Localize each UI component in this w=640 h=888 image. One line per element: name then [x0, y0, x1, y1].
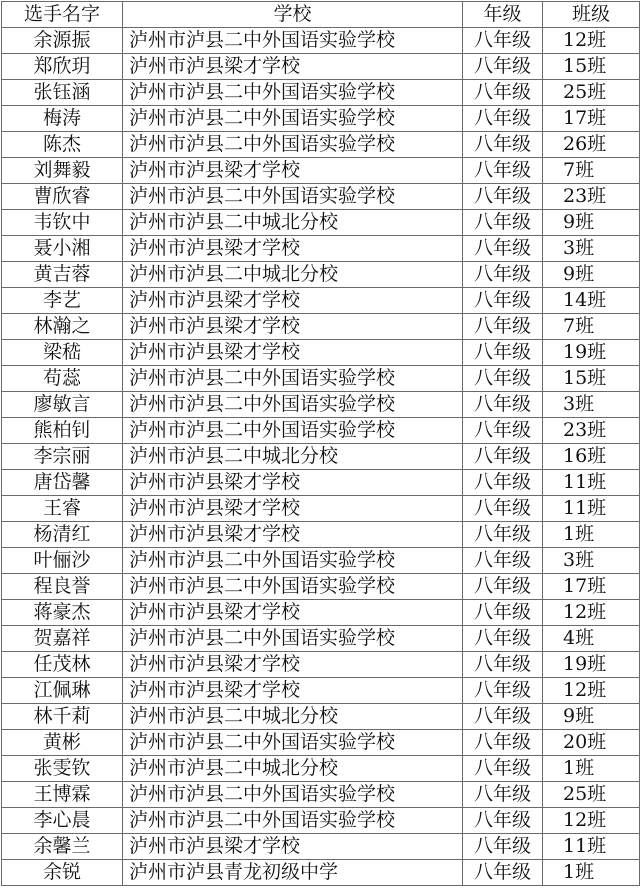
cell-class[interactable]: 7班	[543, 158, 640, 184]
cell-school[interactable]: 泸州市泸县梁才学校	[123, 470, 463, 496]
cell-school[interactable]: 泸州市泸县梁才学校	[123, 678, 463, 704]
cell-name[interactable]: 黄彬	[2, 730, 123, 756]
cell-class[interactable]: 1班	[543, 756, 640, 782]
cell-grade[interactable]: 八年级	[463, 626, 543, 652]
cell-grade[interactable]: 八年级	[463, 600, 543, 626]
cell-class[interactable]: 16班	[543, 444, 640, 470]
cell-grade[interactable]: 八年级	[463, 860, 543, 886]
cell-grade[interactable]: 八年级	[463, 522, 543, 548]
cell-class[interactable]: 11班	[543, 496, 640, 522]
table-row	[2, 470, 640, 496]
cell-class[interactable]: 1班	[543, 522, 640, 548]
cell-grade[interactable]: 八年级	[463, 340, 543, 366]
cell-class[interactable]: 14班	[543, 288, 640, 314]
cell-class[interactable]: 20班	[543, 730, 640, 756]
cell-name[interactable]: 聂小湘	[2, 236, 123, 262]
cell-name[interactable]: 郑欣玥	[2, 54, 123, 80]
cell-class[interactable]: 23班	[543, 184, 640, 210]
table-row	[2, 262, 640, 288]
header-name[interactable]: 选手名字	[2, 2, 123, 28]
cell-name[interactable]: 蒋豪杰	[2, 600, 123, 626]
cell-school[interactable]: 泸州市泸县二中外国语实验学校	[123, 28, 463, 54]
cell-grade[interactable]: 八年级	[463, 756, 543, 782]
cell-name[interactable]: 熊柏钊	[2, 418, 123, 444]
cell-class[interactable]: 12班	[543, 28, 640, 54]
table-row	[2, 704, 640, 730]
contestant-table	[1, 1, 640, 886]
table-row	[2, 756, 640, 782]
cell-school[interactable]: 泸州市泸县二中外国语实验学校	[123, 184, 463, 210]
cell-grade[interactable]: 八年级	[463, 574, 543, 600]
cell-name[interactable]: 苟蕊	[2, 366, 123, 392]
cell-school[interactable]: 泸州市泸县二中外国语实验学校	[123, 132, 463, 158]
cell-school[interactable]: 泸州市泸县梁才学校	[123, 314, 463, 340]
table-row	[2, 574, 640, 600]
cell-name[interactable]: 王博霖	[2, 782, 123, 808]
cell-class[interactable]: 19班	[543, 340, 640, 366]
table-row	[2, 522, 640, 548]
cell-grade[interactable]: 八年级	[463, 782, 543, 808]
cell-school[interactable]: 泸州市泸县梁才学校	[123, 158, 463, 184]
table-row	[2, 288, 640, 314]
table-row	[2, 600, 640, 626]
cell-name[interactable]: 贺嘉祥	[2, 626, 123, 652]
cell-class[interactable]: 3班	[543, 236, 640, 262]
cell-class[interactable]: 11班	[543, 470, 640, 496]
cell-school[interactable]: 泸州市泸县梁才学校	[123, 54, 463, 80]
header-school[interactable]: 学校	[123, 2, 463, 28]
table-row	[2, 626, 640, 652]
cell-class[interactable]: 9班	[543, 210, 640, 236]
cell-school[interactable]: 泸州市泸县二中城北分校	[123, 262, 463, 288]
table-row	[2, 678, 640, 704]
cell-grade[interactable]: 八年级	[463, 366, 543, 392]
cell-name[interactable]: 杨清红	[2, 522, 123, 548]
cell-school[interactable]: 泸州市泸县梁才学校	[123, 834, 463, 860]
cell-name[interactable]: 江佩琳	[2, 678, 123, 704]
table-row	[2, 132, 640, 158]
cell-school[interactable]: 泸州市泸县二中外国语实验学校	[123, 574, 463, 600]
cell-class[interactable]: 15班	[543, 366, 640, 392]
cell-grade[interactable]: 八年级	[463, 314, 543, 340]
cell-class[interactable]: 1班	[543, 860, 640, 886]
table-body	[2, 28, 640, 886]
cell-grade[interactable]: 八年级	[463, 210, 543, 236]
table-row	[2, 210, 640, 236]
table-row	[2, 392, 640, 418]
cell-name[interactable]: 李心晨	[2, 808, 123, 834]
cell-grade[interactable]: 八年级	[463, 470, 543, 496]
cell-name[interactable]: 任茂林	[2, 652, 123, 678]
cell-school[interactable]: 泸州市泸县梁才学校	[123, 236, 463, 262]
cell-school[interactable]: 泸州市泸县二中外国语实验学校	[123, 106, 463, 132]
cell-name[interactable]: 陈杰	[2, 132, 123, 158]
cell-class[interactable]: 12班	[543, 600, 640, 626]
header-row	[2, 2, 640, 28]
cell-school[interactable]: 泸州市泸县二中外国语实验学校	[123, 782, 463, 808]
cell-name[interactable]: 廖敏言	[2, 392, 123, 418]
cell-class[interactable]: 19班	[543, 652, 640, 678]
table-row	[2, 548, 640, 574]
cell-name[interactable]: 王睿	[2, 496, 123, 522]
cell-class[interactable]: 3班	[543, 548, 640, 574]
table-row	[2, 236, 640, 262]
cell-school[interactable]: 泸州市泸县二中外国语实验学校	[123, 730, 463, 756]
cell-name[interactable]: 张雯钦	[2, 756, 123, 782]
cell-grade[interactable]: 八年级	[463, 54, 543, 80]
header-grade[interactable]: 年级	[463, 2, 543, 28]
cell-class[interactable]: 25班	[543, 782, 640, 808]
table-row	[2, 158, 640, 184]
cell-class[interactable]: 26班	[543, 132, 640, 158]
cell-school[interactable]: 泸州市泸县二中外国语实验学校	[123, 80, 463, 106]
cell-grade[interactable]: 八年级	[463, 106, 543, 132]
cell-grade[interactable]: 八年级	[463, 392, 543, 418]
cell-school[interactable]: 泸州市泸县青龙初级中学	[123, 860, 463, 886]
cell-grade[interactable]: 八年级	[463, 652, 543, 678]
cell-school[interactable]: 泸州市泸县二中外国语实验学校	[123, 418, 463, 444]
cell-grade[interactable]: 八年级	[463, 730, 543, 756]
cell-name[interactable]: 余锐	[2, 860, 123, 886]
cell-name[interactable]: 余馨兰	[2, 834, 123, 860]
cell-school[interactable]: 泸州市泸县二中城北分校	[123, 210, 463, 236]
cell-class[interactable]: 12班	[543, 808, 640, 834]
cell-class[interactable]: 9班	[543, 262, 640, 288]
cell-school[interactable]: 泸州市泸县梁才学校	[123, 288, 463, 314]
table-row	[2, 340, 640, 366]
cell-name[interactable]: 张钰涵	[2, 80, 123, 106]
spreadsheet-sheet	[0, 1, 640, 888]
cell-school[interactable]: 泸州市泸县二中城北分校	[123, 444, 463, 470]
cell-name[interactable]: 李艺	[2, 288, 123, 314]
cell-grade[interactable]: 八年级	[463, 132, 543, 158]
cell-grade[interactable]: 八年级	[463, 158, 543, 184]
cell-grade[interactable]: 八年级	[463, 808, 543, 834]
cell-class[interactable]: 23班	[543, 418, 640, 444]
cell-class[interactable]: 3班	[543, 392, 640, 418]
cell-class[interactable]: 4班	[543, 626, 640, 652]
cell-name[interactable]: 唐岱馨	[2, 470, 123, 496]
table-row	[2, 314, 640, 340]
table-row	[2, 652, 640, 678]
table-row	[2, 28, 640, 54]
cell-class[interactable]: 7班	[543, 314, 640, 340]
cell-grade[interactable]: 八年级	[463, 288, 543, 314]
cell-school[interactable]: 泸州市泸县二中外国语实验学校	[123, 548, 463, 574]
cell-class[interactable]: 9班	[543, 704, 640, 730]
cell-name[interactable]: 刘舞毅	[2, 158, 123, 184]
cell-class[interactable]: 25班	[543, 80, 640, 106]
cell-name[interactable]: 程良誉	[2, 574, 123, 600]
table-row	[2, 834, 640, 860]
cell-grade[interactable]: 八年级	[463, 184, 543, 210]
cell-grade[interactable]: 八年级	[463, 548, 543, 574]
cell-grade[interactable]: 八年级	[463, 236, 543, 262]
cell-grade[interactable]: 八年级	[463, 80, 543, 106]
cell-grade[interactable]: 八年级	[463, 262, 543, 288]
table-row	[2, 730, 640, 756]
cell-name[interactable]: 叶俪沙	[2, 548, 123, 574]
cell-class[interactable]: 15班	[543, 54, 640, 80]
cell-grade[interactable]: 八年级	[463, 444, 543, 470]
cell-name[interactable]: 梅涛	[2, 106, 123, 132]
table-row	[2, 782, 640, 808]
cell-school[interactable]: 泸州市泸县梁才学校	[123, 340, 463, 366]
table-row	[2, 860, 640, 886]
cell-school[interactable]: 泸州市泸县二中外国语实验学校	[123, 392, 463, 418]
table-row	[2, 808, 640, 834]
cell-grade[interactable]: 八年级	[463, 28, 543, 54]
cell-class[interactable]: 17班	[543, 106, 640, 132]
cell-school[interactable]: 泸州市泸县梁才学校	[123, 522, 463, 548]
cell-school[interactable]: 泸州市泸县二中外国语实验学校	[123, 366, 463, 392]
table-row	[2, 106, 640, 132]
cell-name[interactable]: 林千莉	[2, 704, 123, 730]
cell-school[interactable]: 泸州市泸县梁才学校	[123, 652, 463, 678]
cell-school[interactable]: 泸州市泸县二中城北分校	[123, 756, 463, 782]
header-class[interactable]: 班级	[543, 2, 640, 28]
table-row	[2, 418, 640, 444]
cell-grade[interactable]: 八年级	[463, 678, 543, 704]
table-row	[2, 444, 640, 470]
cell-school[interactable]: 泸州市泸县二中外国语实验学校	[123, 626, 463, 652]
cell-grade[interactable]: 八年级	[463, 496, 543, 522]
cell-name[interactable]: 林瀚之	[2, 314, 123, 340]
cell-grade[interactable]: 八年级	[463, 834, 543, 860]
table-row	[2, 80, 640, 106]
table-row	[2, 54, 640, 80]
table-row	[2, 184, 640, 210]
cell-class[interactable]: 12班	[543, 678, 640, 704]
cell-name[interactable]: 余源振	[2, 28, 123, 54]
cell-grade[interactable]: 八年级	[463, 704, 543, 730]
cell-name[interactable]: 李宗丽	[2, 444, 123, 470]
cell-name[interactable]: 韦钦中	[2, 210, 123, 236]
cell-school[interactable]: 泸州市泸县二中外国语实验学校	[123, 808, 463, 834]
cell-class[interactable]: 11班	[543, 834, 640, 860]
cell-school[interactable]: 泸州市泸县梁才学校	[123, 496, 463, 522]
cell-grade[interactable]: 八年级	[463, 418, 543, 444]
cell-school[interactable]: 泸州市泸县二中城北分校	[123, 704, 463, 730]
table-row	[2, 366, 640, 392]
cell-class[interactable]: 17班	[543, 574, 640, 600]
cell-name[interactable]: 黄吉蓉	[2, 262, 123, 288]
cell-school[interactable]: 泸州市泸县梁才学校	[123, 600, 463, 626]
table-row	[2, 496, 640, 522]
cell-name[interactable]: 曹欣睿	[2, 184, 123, 210]
cell-name[interactable]: 梁嵇	[2, 340, 123, 366]
